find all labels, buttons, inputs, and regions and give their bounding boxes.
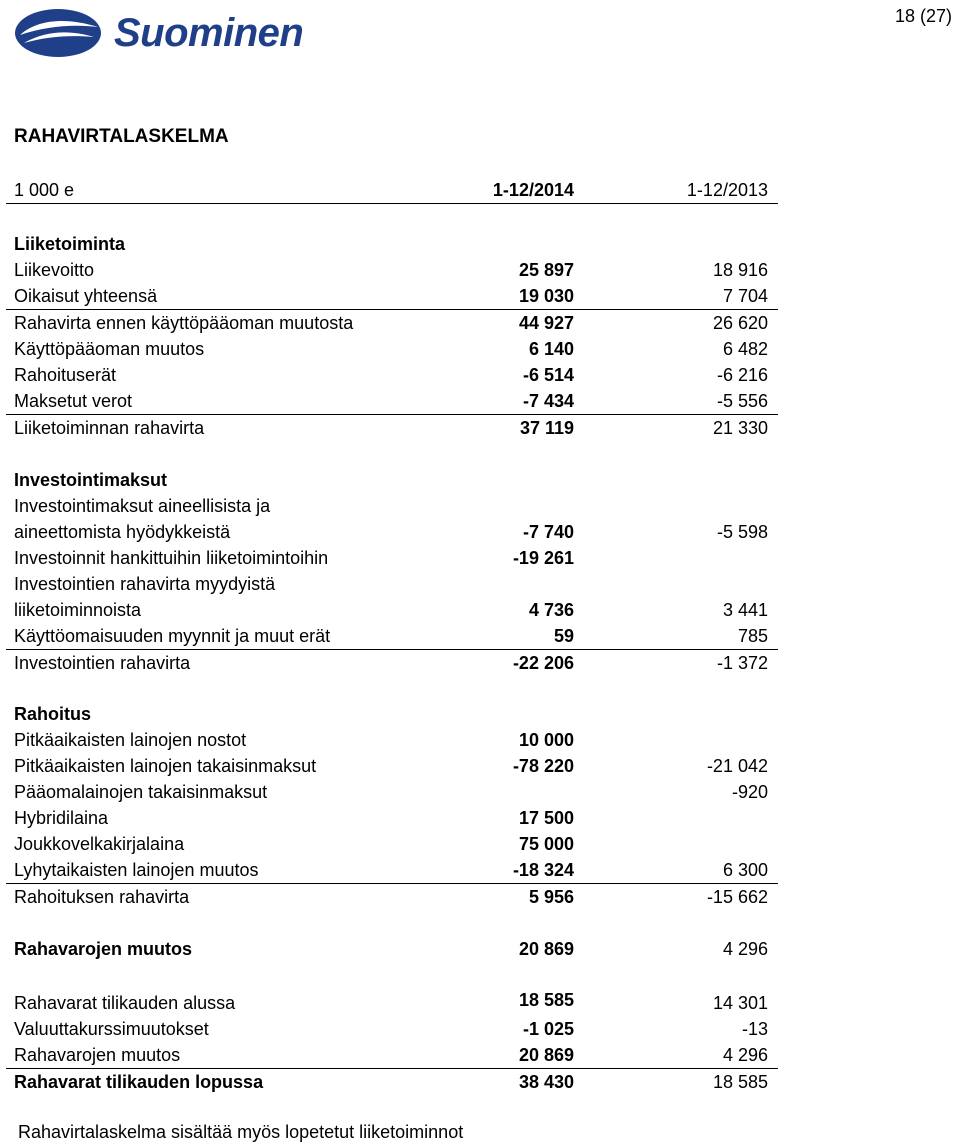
value-2013: -5 556 — [716, 391, 768, 411]
value-2013: 3 441 — [722, 600, 768, 620]
value-2014: 20 869 — [518, 939, 574, 959]
table-row — [6, 493, 778, 519]
value-2014: -22 206 — [512, 653, 574, 673]
value-2013: 18 585 — [712, 1072, 768, 1092]
value-2013: 14 301 — [712, 993, 768, 1013]
value-2013: 785 — [737, 626, 768, 646]
value-2014: 4 736 — [528, 600, 574, 620]
value-2014: 25 897 — [518, 260, 574, 280]
value-2013: 6 482 — [722, 339, 768, 359]
row-label: Investointimaksut aineellisista ja — [14, 496, 271, 516]
column-header-row — [6, 177, 778, 204]
row-label: Käyttöomaisuuden myynnit ja muut erät — [14, 626, 331, 646]
table-row — [6, 831, 778, 857]
column-2014-header: 1-12/2014 — [492, 180, 574, 200]
value-2013: -5 598 — [716, 522, 768, 542]
unit-label: 1 000 e — [14, 180, 75, 200]
row-label: Hybridilaina — [14, 808, 109, 828]
value-2013: -1 372 — [716, 653, 768, 673]
table-row — [6, 257, 778, 283]
value-2014: 44 927 — [518, 313, 574, 333]
subtotal-row — [6, 884, 778, 910]
section-heading: Rahoitus — [14, 704, 92, 724]
table-row — [6, 753, 778, 779]
value-2014: -7 740 — [522, 522, 574, 542]
table-row — [6, 1042, 778, 1069]
table-row — [6, 779, 778, 805]
row-label: Rahavarat tilikauden alussa — [14, 993, 236, 1013]
value-2014: 19 030 — [518, 286, 574, 306]
table-row — [6, 857, 778, 884]
table-row — [6, 336, 778, 362]
row-label: aineettomista hyödykkeistä — [14, 522, 231, 542]
subtotal-row — [6, 415, 778, 441]
value-2014: 37 119 — [519, 418, 574, 438]
row-label: Lyhytaikaisten lainojen muutos — [14, 860, 259, 880]
value-2014: -6 514 — [522, 365, 574, 385]
total-row — [6, 1069, 778, 1095]
value-2013: -15 662 — [706, 887, 768, 907]
value-2014: 59 — [553, 626, 574, 646]
subtotal-row — [6, 650, 778, 676]
row-label: Joukkovelkakirjalaina — [14, 834, 185, 854]
value-2014: 18 585 — [518, 990, 574, 1010]
table-row — [6, 805, 778, 831]
table-row — [6, 990, 778, 1016]
table-row — [6, 1016, 778, 1042]
row-label: Oikaisut yhteensä — [14, 286, 158, 306]
row-label: Rahavarat tilikauden lopussa — [14, 1072, 264, 1092]
value-2014: 17 500 — [518, 808, 574, 828]
row-label: Liiketoiminnan rahavirta — [14, 418, 205, 438]
table-row — [6, 283, 778, 310]
row-label: Pitkäaikaisten lainojen nostot — [14, 730, 247, 750]
row-label: Pitkäaikaisten lainojen takaisinmaksut — [14, 756, 317, 776]
page-title: RAHAVIRTALASKELMA — [14, 126, 229, 147]
table-row — [6, 362, 778, 388]
value-2014: -18 324 — [512, 860, 574, 880]
table-row — [6, 623, 778, 650]
logo-wordmark: Suominen — [114, 11, 304, 55]
row-label: Käyttöpääoman muutos — [14, 339, 205, 359]
row-label: Rahavirta ennen käyttöpääoman muutosta — [14, 313, 354, 333]
table-row — [6, 597, 778, 623]
column-2013-header: 1-12/2013 — [686, 180, 768, 200]
value-2014: 10 000 — [518, 730, 574, 750]
value-2014: 20 869 — [518, 1045, 574, 1065]
row-label: Rahavarojen muutos — [14, 1045, 181, 1065]
value-2014: -78 220 — [512, 756, 574, 776]
table-row — [6, 519, 778, 545]
table-row — [6, 545, 778, 571]
value-2014: 75 000 — [518, 834, 574, 854]
company-logo — [14, 6, 303, 60]
row-label: Investointien rahavirta — [14, 653, 191, 673]
row-label: Rahavarojen muutos — [14, 939, 193, 959]
row-label: Investointien rahavirta myydyistä — [14, 574, 276, 594]
section-heading-row — [6, 231, 778, 257]
row-label: liiketoiminnoista — [14, 600, 142, 620]
row-label: Valuuttakurssimuutokset — [14, 1019, 209, 1039]
value-2013: 18 916 — [712, 260, 768, 280]
value-2013: -6 216 — [716, 365, 768, 385]
section-heading-row — [6, 467, 778, 493]
value-2013: 26 620 — [712, 313, 768, 333]
value-2013: -920 — [731, 782, 768, 802]
section-heading: Investointimaksut — [14, 470, 168, 490]
section-heading-row — [6, 701, 778, 727]
row-label: Liikevoitto — [14, 260, 95, 280]
suominen-logo-icon — [14, 8, 102, 58]
section-heading: Liiketoiminta — [14, 234, 126, 254]
value-2013: -13 — [741, 1019, 768, 1039]
value-2014: 5 956 — [528, 887, 574, 907]
row-label: Rahoituserät — [14, 365, 117, 385]
table-row — [6, 310, 778, 336]
table-row — [6, 727, 778, 753]
value-2013: 4 296 — [722, 939, 768, 959]
value-2014: -1 025 — [522, 1019, 574, 1039]
value-2014: 6 140 — [528, 339, 574, 359]
footnote: Rahavirtalaskelma sisältää myös lopetetut liiketoiminnot — [18, 1122, 464, 1142]
value-2013: 6 300 — [722, 860, 768, 880]
row-label: Investoinnit hankittuihin liiketoimintoihin — [14, 548, 329, 568]
value-2014: -19 261 — [512, 548, 574, 568]
table-row — [6, 571, 778, 597]
row-label: Rahoituksen rahavirta — [14, 887, 190, 907]
value-2013: 7 704 — [722, 286, 768, 306]
total-row — [6, 936, 778, 962]
row-label: Maksetut verot — [14, 391, 133, 411]
row-label: Pääomalainojen takaisinmaksut — [14, 782, 268, 802]
value-2013: 21 330 — [712, 418, 768, 438]
value-2014: -7 434 — [522, 391, 574, 411]
page-number: 18 (27) — [894, 6, 952, 26]
table-row — [6, 388, 778, 415]
value-2013: 4 296 — [722, 1045, 768, 1065]
value-2013: -21 042 — [706, 756, 768, 776]
value-2014: 38 430 — [518, 1072, 574, 1092]
